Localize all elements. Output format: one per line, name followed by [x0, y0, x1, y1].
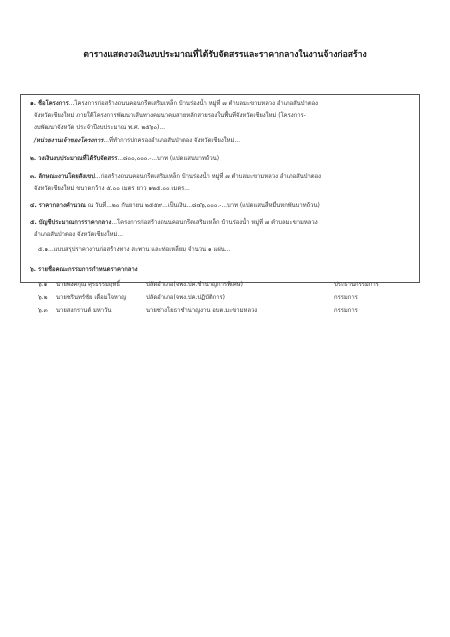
- committee-3-position: นายช่างโยธาชำนาญงาน อบต.มะขามหลวง: [146, 308, 258, 314]
- committee-2-name: นายชรินทร์ชัย เดื่อมใจหาญ: [56, 295, 127, 301]
- item-6-label: ๖. รายชื่อคณะกรรมการกำหนดราคากลาง: [30, 267, 138, 273]
- item-5-line-1: ...โครงการก่อสร้างถนนคอนกรีตเสริมเหล็ก บ้านร่องน้ำ หมู่ที่ ๗ ตำบลมะขามหลวง: [111, 220, 318, 226]
- item-5-line-2: อำเภอสันป่าตอง จังหวัดเชียงใหม่...: [34, 232, 124, 238]
- item-1-label: ๑. ชื่อโครงการ: [30, 101, 69, 107]
- committee-2-role: กรรมการ: [334, 295, 358, 301]
- item-1-unit-row: [34, 138, 240, 145]
- item-2-row: [30, 156, 219, 163]
- item-4-row: [30, 203, 320, 210]
- committee-2-no: ๖.๒: [38, 295, 48, 301]
- item-1-unit-value: ...ที่ทำการปกครองอำเภอสันป่าตอง จังหวัดเชียงใหม่...: [103, 138, 240, 144]
- item-4-value: ณ วันที่...๒๐ กันยายน ๒๕๕๙...เป็นเงิน...๘๔๖,๐๐๐.-...บาท (แปดแสนสี่หมื่นหกพันบาทถ้วน): [87, 203, 320, 209]
- committee-1-position: ปลัดอำเภอ(จพง.ปค.ชำนาญการพิเศษ): [146, 282, 243, 288]
- item-3-line-1: ...ก่อสร้างถนนคอนกรีตเสริมเหล็ก บ้านร่องน้ำ หมู่ที่ ๗ ตำบลมะขามหลวง อำเภอสันป่าตอง: [94, 174, 322, 180]
- item-1-line-3: งบพัฒนาจังหวัด ประจำปีงบประมาณ พ.ศ. ๒๕๖๐)...: [34, 125, 165, 131]
- item-3-line-2: จังหวัดเชียงใหม่ ขนาดกว้าง ๕.๐๐ เมตร ยาว ๑๒๕.๐๐ เมตร...: [34, 186, 190, 192]
- item-3-row: [30, 174, 321, 181]
- committee-3-role: กรรมการ: [334, 308, 358, 314]
- item-1-line-2: จังหวัดเชียงใหม่ ภายใต้โครงการพัฒนาเส้นทางคมนาคมสายหลักสายรองในพื้นที่จังหวัดเชียงใหม่ (โครงการ-: [34, 113, 306, 119]
- committee-1-role: ประธานกรรมการ: [334, 282, 379, 288]
- item-2-label: ๒. วงเงินงบประมาณที่ได้รับจัดสรร: [30, 156, 118, 162]
- committee-3-no: ๖.๓: [38, 308, 48, 314]
- item-1-line-1: ...โครงการก่อสร้างถนนคอนกรีตเสริมเหล็ก บ้านร่องน้ำ หมู่ที่ ๗ ตำบลมะขามหลวง อำเภอสันป่าตอง: [68, 101, 319, 107]
- item-5-row: [30, 220, 318, 227]
- committee-2-position: ปลัดอำเภอ(จพง.ปค.ปฏิบัติการ): [146, 295, 225, 301]
- item-1-row: [30, 101, 318, 108]
- committee-1-no: ๖.๑: [38, 282, 48, 288]
- committee-3-name: นายสงกรานต์ มหาวัน: [56, 308, 112, 314]
- item-5-sub-1: ๕.๑...แบบสรุปราคางานก่อสร้างทาง สะพาน และท่อเหลี่ยม จำนวน ๑ แผ่น...: [38, 247, 231, 253]
- item-2-value: ...๘๐๐,๐๐๐.-...บาท (แปดแสนบาทถ้วน): [117, 156, 220, 162]
- document-title: ตารางแสดงวงเงินงบประมาณที่ได้รับจัดสรรและราคากลางในงานจ้างก่อสร้าง: [83, 50, 367, 60]
- item-4-label: ๔. ราคากลางคำนวณ: [30, 203, 86, 209]
- item-5-label: ๕. บัญชีประมาณการราคากลาง: [30, 220, 112, 226]
- item-1-unit-label: /หน่วยงานเจ้าของโครงการ: [34, 138, 104, 144]
- item-3-label: ๓. ลักษณะงานโดยสังเขป: [30, 174, 95, 180]
- committee-1-name: นายพงศกุณ ศุรธรรมฤทธิ์: [56, 282, 120, 288]
